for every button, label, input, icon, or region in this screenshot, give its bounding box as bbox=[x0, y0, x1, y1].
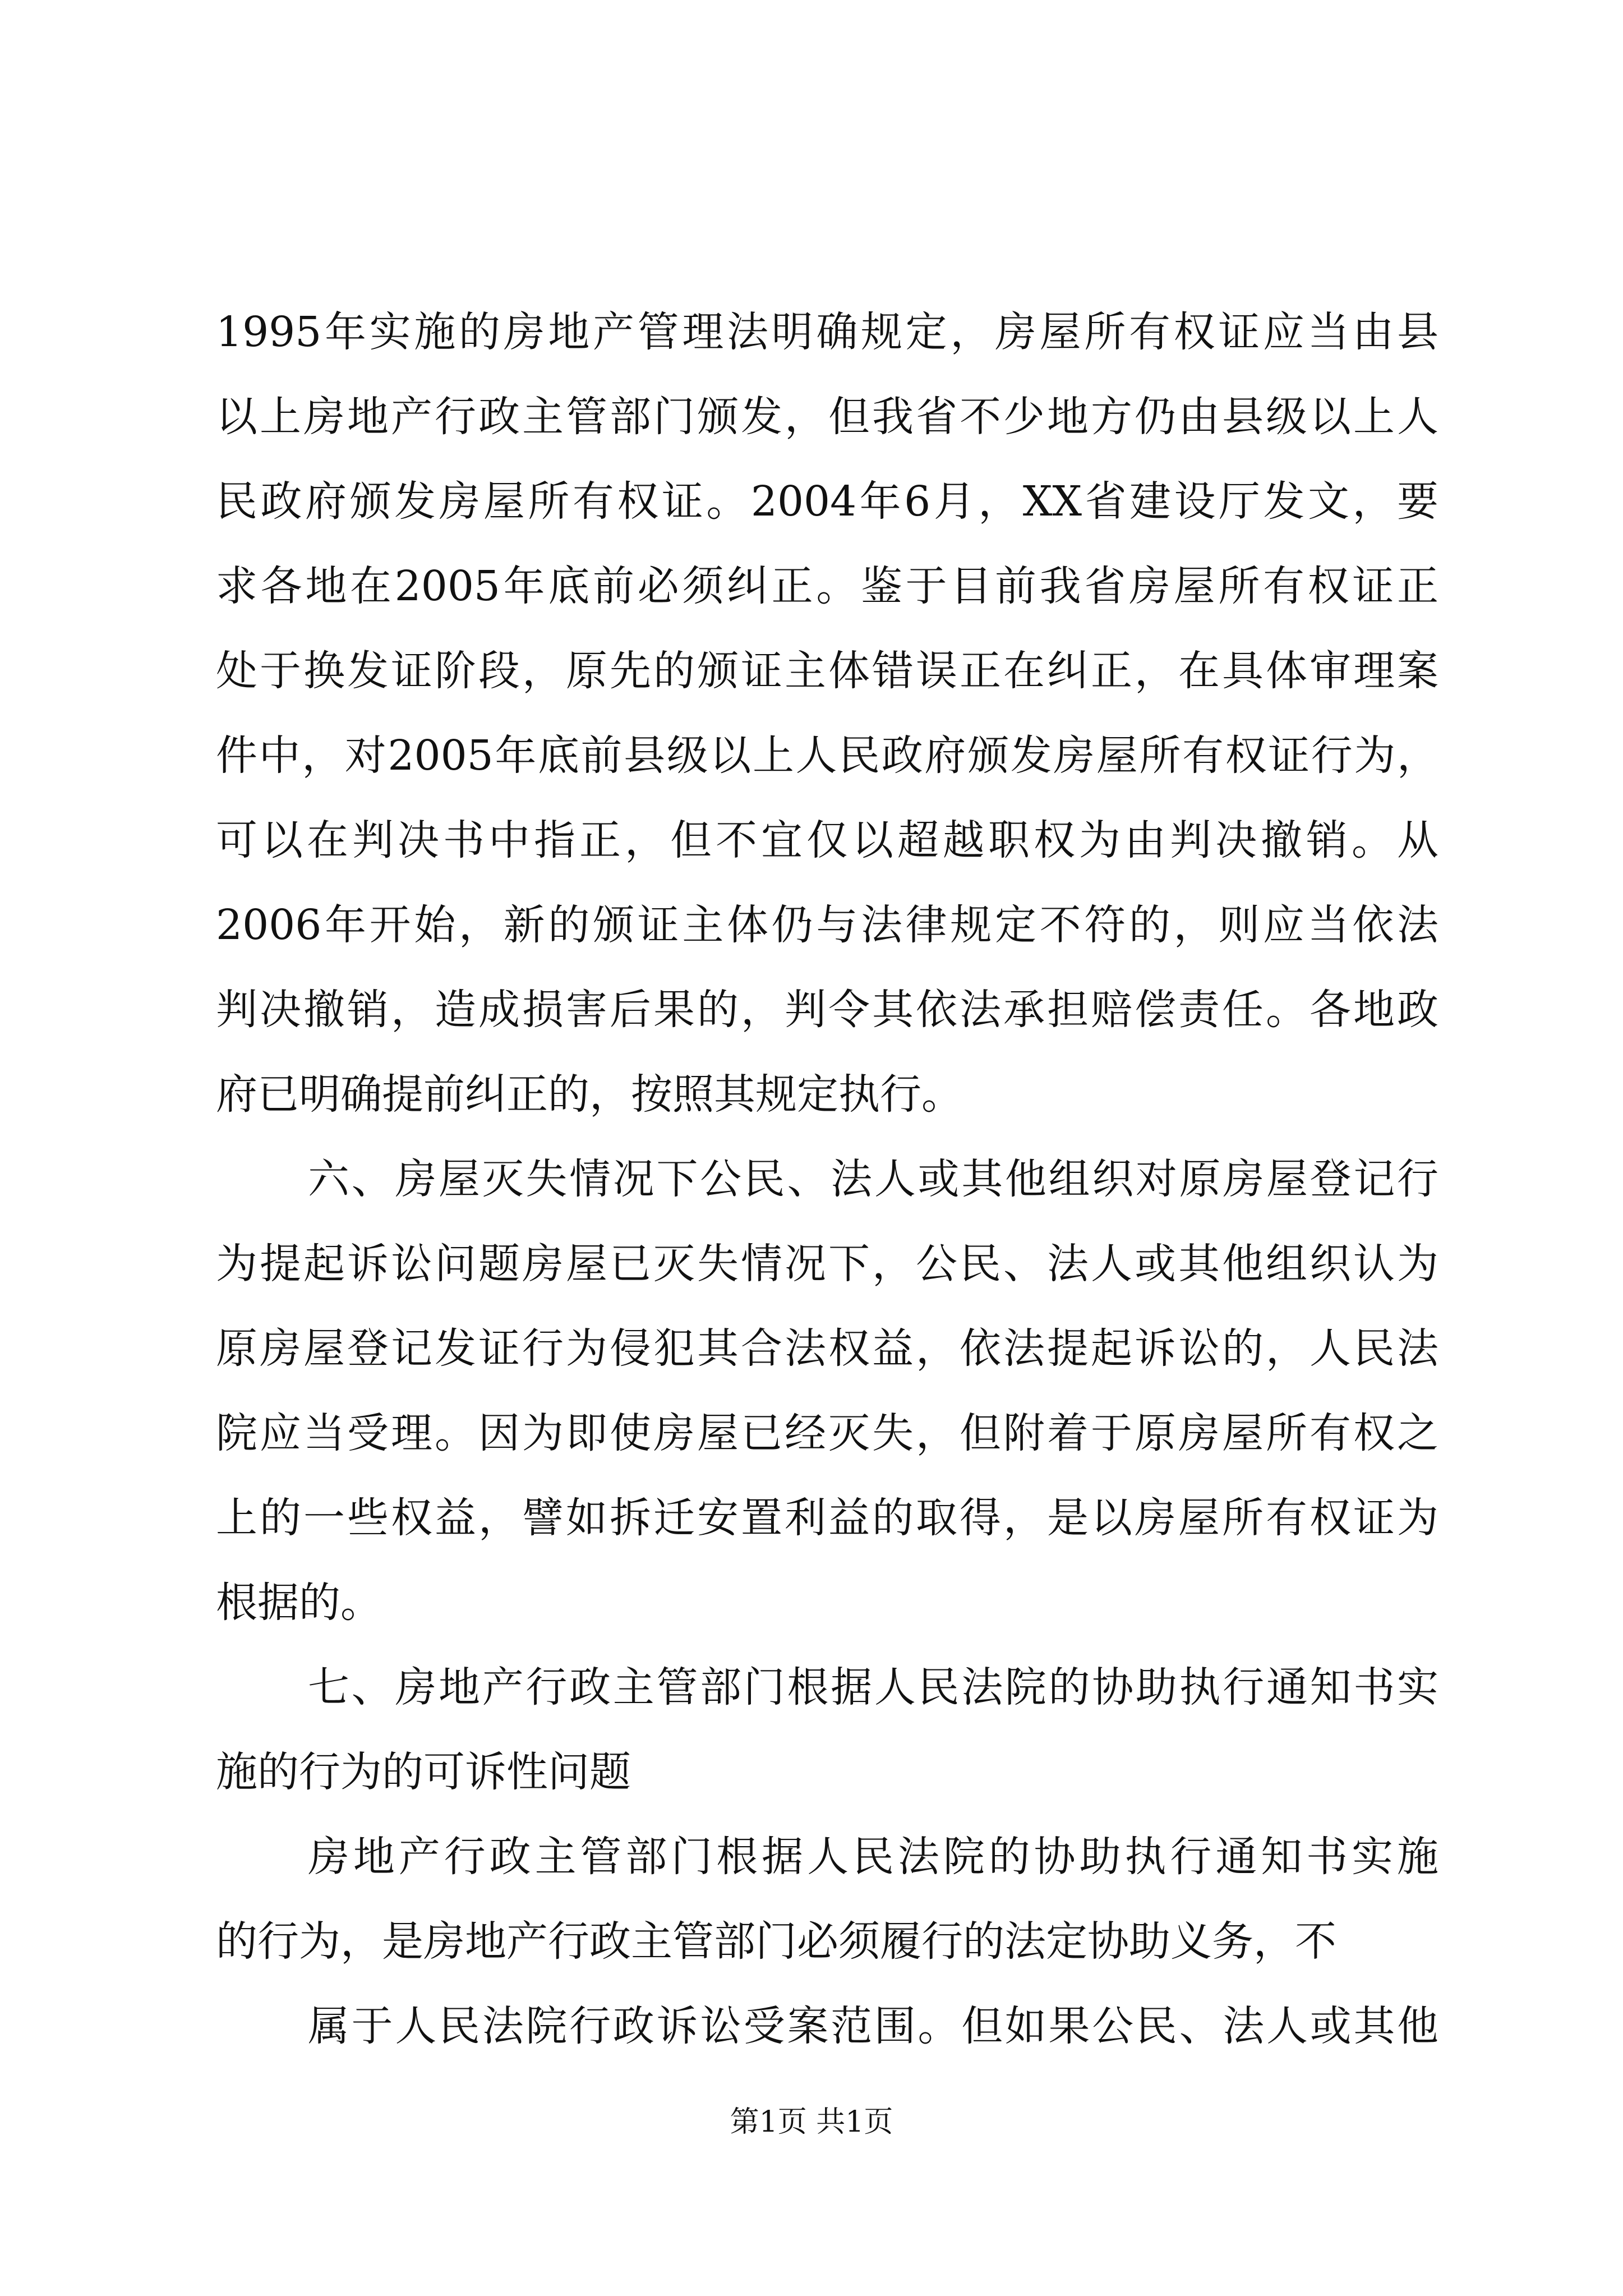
text-line: 可以在判决书中指正，但不宜仅以超越职权为由判决撤销。从 bbox=[216, 816, 1438, 864]
document-body bbox=[216, 290, 1438, 2069]
text-line: 根据的。 bbox=[216, 1579, 382, 1627]
text-line: 1995年实施的房地产管理法明确规定，房屋所有权证应当由县 bbox=[216, 308, 1438, 356]
text-line: 的行为，是房地产行政主管部门必须履行的法定协助义务，不 bbox=[216, 1917, 1336, 1966]
text-line: 2006年开始，新的颁证主体仍与法律规定不符的，则应当依法 bbox=[216, 901, 1438, 949]
text-line: 判决撤销，造成损害后果的，判令其依法承担赔偿责任。各地政 bbox=[216, 986, 1438, 1034]
text-line: 属于人民法院行政诉讼受案范围。但如果公民、法人或其他 bbox=[308, 2002, 1438, 2050]
text-line: 以上房地产行政主管部门颁发，但我省不少地方仍由县级以上人 bbox=[216, 393, 1438, 441]
section-heading-line: 施的行为的可诉性问题 bbox=[216, 1748, 631, 1796]
text-line: 院应当受理。因为即使房屋已经灭失，但附着于原房屋所有权之 bbox=[216, 1409, 1438, 1457]
text-line: 为提起诉讼问题房屋已灭失情况下，公民、法人或其他组织认为 bbox=[216, 1240, 1438, 1288]
section-heading-line: 六、房屋灭失情况下公民、法人或其他组织对原房屋登记行 bbox=[308, 1155, 1438, 1203]
text-line: 府已明确提前纠正的，按照其规定执行。 bbox=[216, 1070, 963, 1119]
text-line: 房地产行政主管部门根据人民法院的协助执行通知书实施 bbox=[308, 1833, 1438, 1881]
text-line: 件中，对2005年底前县级以上人民政府颁发房屋所有权证行为， bbox=[216, 731, 1438, 780]
text-line: 民政府颁发房屋所有权证。2004年6月，XX省建设厅发文，要 bbox=[216, 477, 1438, 526]
text-line: 求各地在2005年底前必须纠正。鉴于目前我省房屋所有权证正 bbox=[216, 562, 1438, 610]
text-line: 原房屋登记发证行为侵犯其合法权益，依法提起诉讼的，人民法 bbox=[216, 1324, 1438, 1373]
text-line: 处于换发证阶段，原先的颁证主体错误正在纠正，在具体审理案 bbox=[216, 647, 1438, 695]
section-heading-line: 七、房地产行政主管部门根据人民法院的协助执行通知书实 bbox=[308, 1663, 1438, 1711]
text-line: 上的一些权益，譬如拆迁安置利益的取得，是以房屋所有权证为 bbox=[216, 1494, 1438, 1542]
page-number-footer: 第1页 共1页 bbox=[730, 2105, 893, 2139]
